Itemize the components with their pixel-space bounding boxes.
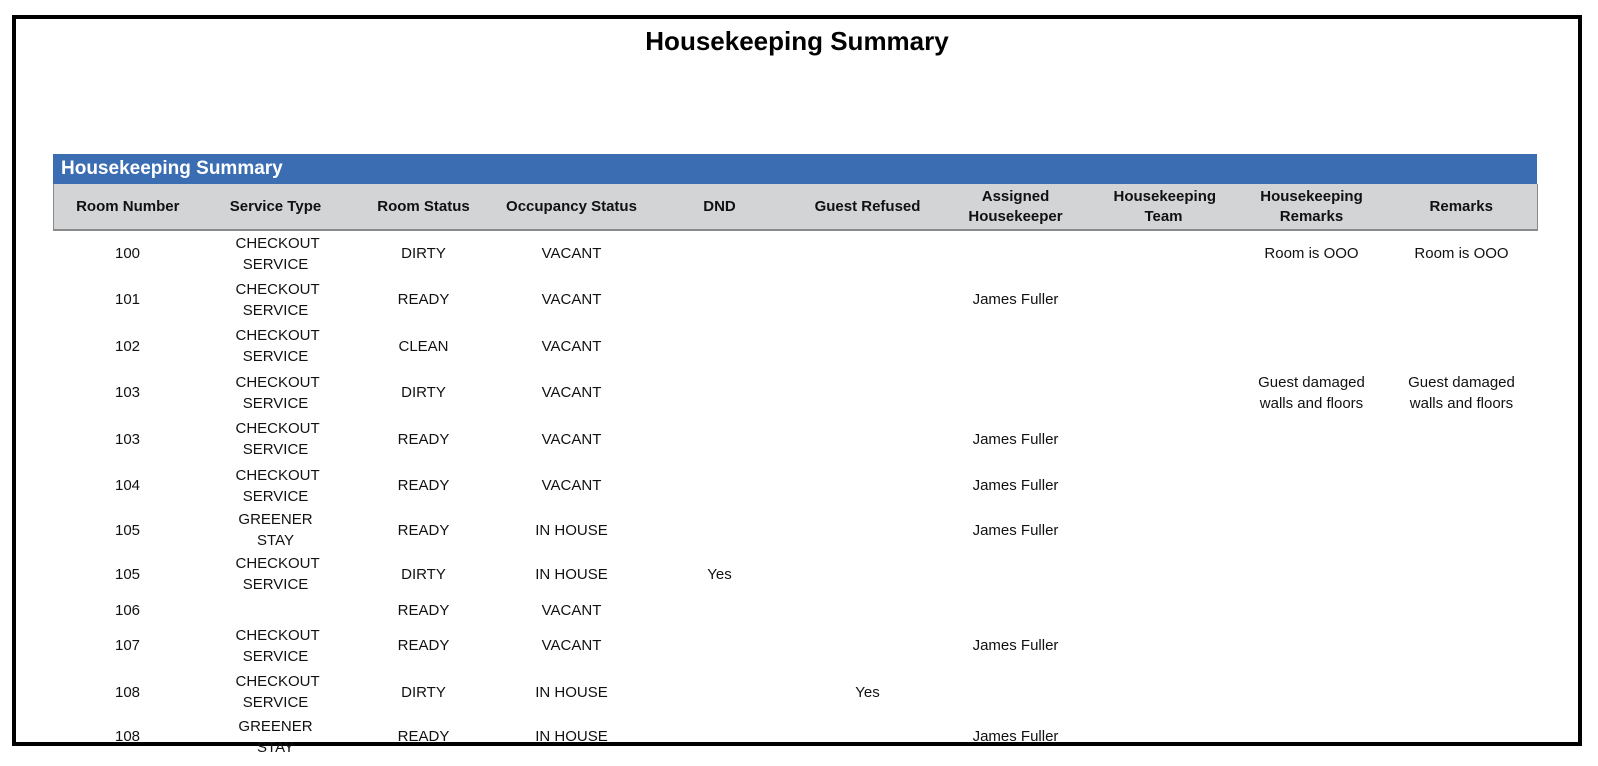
room-number-cell: 108 (114, 728, 141, 745)
occupancy-status-cell: VACANT (541, 245, 602, 263)
housekeeping-remarks-cell (1238, 509, 1386, 551)
assigned-housekeeper-cell (942, 598, 1090, 623)
guest-refused-cell (794, 551, 942, 598)
service-type-cell (202, 598, 350, 623)
remarks-cell: Guest damaged walls and floors (1408, 373, 1515, 412)
table-row (54, 230, 1538, 277)
room-number-cell: 102 (114, 337, 141, 355)
column-header: Assigned Housekeeper (942, 184, 1090, 230)
assigned-housekeeper-cell: James Fuller (972, 521, 1059, 539)
room-number-cell: 105 (114, 521, 141, 539)
assigned-housekeeper-cell (942, 230, 1090, 277)
room-number-cell: 101 (114, 291, 141, 309)
service-type-cell: CHECKOUT SERVICE (235, 673, 320, 712)
housekeeping-remarks-cell (1238, 716, 1386, 758)
remarks-cell (1386, 623, 1538, 670)
housekeeping-remarks-cell (1238, 598, 1386, 623)
table-row (54, 716, 1538, 758)
room-number-cell: 103 (114, 384, 141, 402)
housekeeping-team-cell (1090, 463, 1238, 510)
service-type-cell: CHECKOUT SERVICE (235, 234, 320, 273)
occupancy-status-cell: VACANT (541, 601, 602, 619)
remarks-cell (1386, 463, 1538, 510)
room-status-cell: DIRTY (401, 565, 446, 583)
column-header: Remarks (1386, 184, 1538, 230)
occupancy-status-cell: VACANT (541, 384, 602, 402)
table-row (54, 623, 1538, 670)
dnd-cell (646, 323, 794, 370)
service-type-cell: CHECKOUT SERVICE (235, 420, 320, 459)
housekeeping-team-cell (1090, 623, 1238, 670)
guest-refused-cell (794, 598, 942, 623)
guest-refused-cell (794, 230, 942, 277)
housekeeping-team-cell (1090, 416, 1238, 463)
room-status-cell: READY (397, 601, 450, 619)
assigned-housekeeper-cell (942, 323, 1090, 370)
dnd-cell (646, 669, 794, 716)
assigned-housekeeper-cell: James Fuller (972, 291, 1059, 309)
occupancy-status-cell: IN HOUSE (535, 683, 608, 701)
room-status-cell: READY (397, 291, 450, 309)
table-row (54, 277, 1538, 324)
room-status-cell: DIRTY (401, 384, 446, 402)
service-type-cell: CHECKOUT SERVICE (235, 373, 320, 412)
dnd-cell (646, 370, 794, 417)
occupancy-status-cell: VACANT (541, 637, 602, 655)
assigned-housekeeper-cell: James Fuller (972, 637, 1059, 655)
dnd-cell (646, 509, 794, 551)
column-header: Service Type (202, 184, 350, 230)
guest-refused-cell (794, 716, 942, 758)
table-row (54, 370, 1538, 417)
service-type-cell: GREENER STAY (238, 717, 313, 756)
service-type-cell: CHECKOUT SERVICE (235, 626, 320, 665)
occupancy-status-cell: VACANT (541, 291, 602, 309)
assigned-housekeeper-cell (942, 370, 1090, 417)
room-status-cell: READY (397, 728, 450, 745)
assigned-housekeeper-cell: James Fuller (972, 477, 1059, 495)
guest-refused-cell (794, 416, 942, 463)
dnd-cell (646, 716, 794, 758)
room-number-cell: 105 (114, 565, 141, 583)
assigned-housekeeper-cell (942, 669, 1090, 716)
room-status-cell: READY (397, 521, 450, 539)
remarks-cell (1386, 716, 1538, 758)
room-status-cell: CLEAN (398, 337, 449, 355)
guest-refused-cell (794, 277, 942, 324)
room-number-cell: 108 (114, 683, 141, 701)
room-status-cell: DIRTY (401, 245, 446, 263)
table-row (54, 416, 1538, 463)
table-row (54, 551, 1538, 598)
guest-refused-cell (794, 370, 942, 417)
remarks-cell (1386, 416, 1538, 463)
dnd-cell (646, 277, 794, 324)
assigned-housekeeper-cell: James Fuller (972, 430, 1059, 448)
housekeeping-remarks-cell (1238, 669, 1386, 716)
service-type-cell: CHECKOUT SERVICE (235, 280, 320, 319)
remarks-cell (1386, 669, 1538, 716)
room-status-cell: DIRTY (401, 683, 446, 701)
housekeeping-remarks-cell (1238, 277, 1386, 324)
housekeeping-remarks-cell (1238, 623, 1386, 670)
housekeeping-team-cell (1090, 509, 1238, 551)
remarks-cell (1386, 598, 1538, 623)
column-header: Room Number (54, 184, 202, 230)
guest-refused-cell (794, 509, 942, 551)
service-type-cell: CHECKOUT SERVICE (235, 466, 320, 505)
guest-refused-cell (794, 323, 942, 370)
housekeeping-team-cell (1090, 598, 1238, 623)
dnd-cell (646, 416, 794, 463)
page-title: Housekeeping Summary (645, 26, 949, 56)
column-header: Housekeeping Team (1090, 184, 1238, 230)
housekeeping-team-cell (1090, 669, 1238, 716)
column-header: DND (646, 184, 794, 230)
remarks-cell (1386, 277, 1538, 324)
occupancy-status-cell: VACANT (541, 430, 602, 448)
dnd-cell (646, 463, 794, 510)
housekeeping-remarks-cell (1238, 551, 1386, 598)
service-type-cell: CHECKOUT SERVICE (235, 327, 320, 366)
housekeeping-remarks-cell (1238, 416, 1386, 463)
housekeeping-remarks-cell: Guest damaged walls and floors (1258, 373, 1365, 412)
remarks-cell (1386, 509, 1538, 551)
housekeeping-remarks-cell (1238, 323, 1386, 370)
column-header: Housekeeping Remarks (1238, 184, 1386, 230)
service-type-cell: GREENER STAY (238, 511, 313, 549)
remarks-cell (1386, 551, 1538, 598)
report-frame (12, 15, 1582, 756)
column-header: Guest Refused (794, 184, 942, 230)
table-body (54, 230, 1538, 758)
occupancy-status-cell: IN HOUSE (535, 565, 608, 583)
table-row (54, 323, 1538, 370)
room-status-cell: READY (397, 430, 450, 448)
housekeeping-team-cell (1090, 716, 1238, 758)
table-row (54, 509, 1538, 551)
housekeeping-remarks-cell (1238, 463, 1386, 510)
guest-refused-cell: Yes (855, 683, 880, 701)
table-row (54, 669, 1538, 716)
occupancy-status-cell: VACANT (541, 337, 602, 355)
guest-refused-cell (794, 623, 942, 670)
room-number-cell: 106 (114, 601, 141, 619)
room-number-cell: 107 (114, 637, 141, 655)
table-row (54, 598, 1538, 623)
guest-refused-cell (794, 463, 942, 510)
section-header: Housekeeping Summary (53, 154, 1537, 184)
room-number-cell: 104 (114, 477, 141, 495)
dnd-cell (646, 623, 794, 670)
column-header: Occupancy Status (498, 184, 646, 230)
service-type-cell: CHECKOUT SERVICE (235, 555, 320, 594)
dnd-cell (646, 230, 794, 277)
housekeeping-table (53, 184, 1538, 758)
dnd-cell: Yes (707, 565, 732, 583)
table-header-row (54, 184, 1538, 230)
remarks-cell (1386, 323, 1538, 370)
housekeeping-team-cell (1090, 277, 1238, 324)
housekeeping-team-cell (1090, 551, 1238, 598)
column-header: Room Status (350, 184, 498, 230)
remarks-cell: Room is OOO (1414, 245, 1509, 263)
table-row (54, 463, 1538, 510)
occupancy-status-cell: IN HOUSE (535, 521, 608, 539)
room-status-cell: READY (397, 477, 450, 495)
housekeeping-team-cell (1090, 323, 1238, 370)
occupancy-status-cell: IN HOUSE (535, 728, 608, 745)
housekeeping-remarks-cell: Room is OOO (1264, 245, 1359, 263)
housekeeping-team-cell (1090, 370, 1238, 417)
housekeeping-report (53, 154, 1537, 758)
housekeeping-team-cell (1090, 230, 1238, 277)
assigned-housekeeper-cell: James Fuller (972, 728, 1059, 745)
dnd-cell (646, 598, 794, 623)
room-number-cell: 103 (114, 430, 141, 448)
assigned-housekeeper-cell (942, 551, 1090, 598)
occupancy-status-cell: VACANT (541, 477, 602, 495)
room-number-cell: 100 (114, 245, 141, 263)
room-status-cell: READY (397, 637, 450, 655)
